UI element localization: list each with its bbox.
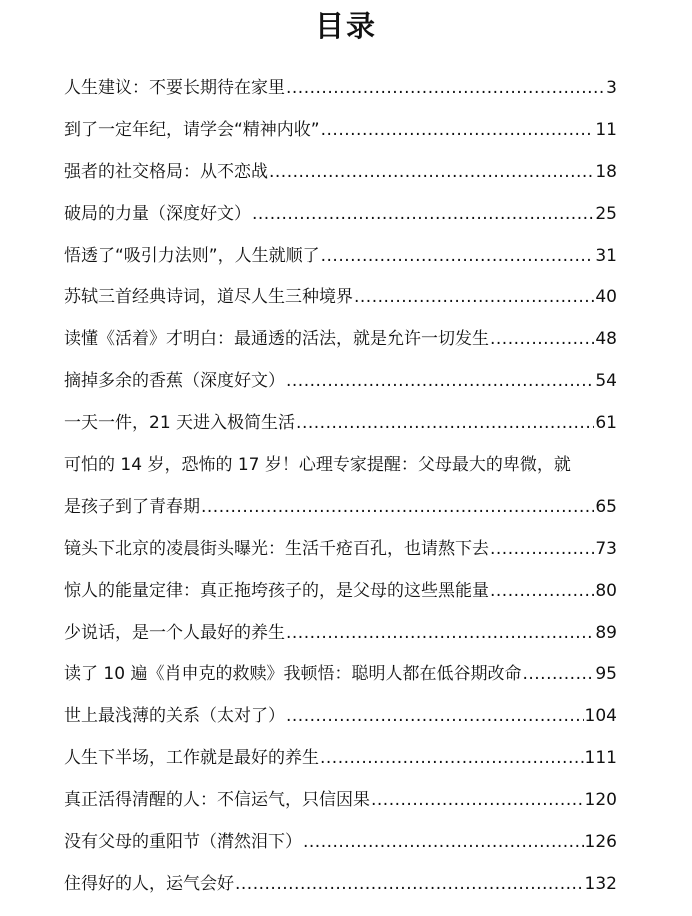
toc-entry[interactable] — [64, 162, 617, 204]
toc-entry[interactable] — [64, 748, 617, 790]
toc-page-number: 3 — [606, 78, 617, 98]
toc-dot-leader — [235, 874, 584, 894]
toc-dot-leader — [371, 790, 584, 810]
toc-page-number: 126 — [584, 832, 617, 853]
toc-entry-title: 人生建议：不要长期待在家里 — [64, 78, 285, 98]
toc-page-number: 54 — [595, 371, 617, 392]
toc-entry-title: 惊人的能量定律：真正拖垮孩子的，是父母的这些黑能量 — [64, 580, 489, 601]
toc-entry[interactable] — [64, 413, 617, 455]
toc-entry-title: 少说话，是一个人最好的养生 — [64, 622, 285, 643]
toc-entry-title-line1: 可怕的 14 岁，恐怖的 17 岁！心理专家提醒：父母最大的卑微，就 — [64, 455, 571, 476]
toc-dot-leader — [286, 706, 584, 726]
toc-page-number: 95 — [595, 664, 617, 685]
toc-dot-leader — [286, 78, 605, 98]
toc-page-number: 111 — [584, 748, 617, 769]
toc-dot-leader — [286, 371, 594, 391]
toc-page-number: 40 — [595, 287, 617, 308]
toc-dot-leader — [296, 413, 594, 433]
toc-entry-title: 强者的社交格局：从不恋战 — [64, 161, 268, 182]
toc-entry-title: 破局的力量（深度好文） — [64, 203, 251, 224]
toc-entry[interactable] — [64, 329, 617, 371]
toc-entry[interactable] — [64, 874, 617, 916]
toc-page-number: 89 — [595, 622, 617, 643]
toc-entry[interactable] — [64, 664, 617, 706]
toc-entry[interactable] — [64, 455, 617, 539]
toc-entry-line2 — [64, 497, 617, 539]
page-title: 目录 — [314, 9, 377, 43]
toc-entry-title: 读了 10 遍《肖申克的救赎》我顿悟：聪明人都在低谷期改命 — [64, 664, 522, 685]
toc-entry[interactable] — [64, 790, 617, 832]
toc-entry-title: 摘掉多余的香蕉（深度好文） — [64, 371, 285, 392]
toc-entry-title: 真正活得清醒的人：不信运气，只信因果 — [64, 790, 370, 811]
toc-entry[interactable] — [64, 78, 617, 120]
table-of-contents — [64, 78, 617, 916]
toc-dot-leader — [354, 287, 594, 307]
toc-page-number: 48 — [595, 329, 617, 350]
toc-entry[interactable] — [64, 246, 617, 288]
toc-dot-leader — [252, 204, 594, 224]
toc-page-number: 61 — [595, 413, 617, 434]
toc-entry[interactable] — [64, 371, 617, 413]
toc-dot-leader — [490, 581, 594, 601]
toc-entry-title: 一天一件，21 天进入极简生活 — [64, 413, 296, 434]
toc-entry[interactable] — [64, 706, 617, 748]
toc-dot-leader — [490, 329, 594, 349]
toc-entry[interactable] — [64, 581, 617, 623]
toc-page-number: 104 — [584, 706, 617, 727]
toc-page-number: 11 — [595, 119, 617, 140]
toc-dot-leader — [522, 664, 594, 684]
toc-dot-leader — [201, 497, 594, 517]
toc-entry[interactable] — [64, 623, 617, 665]
toc-dot-leader — [303, 832, 584, 852]
toc-entry-title: 住得好的人，运气会好 — [64, 873, 234, 894]
toc-page-number: 18 — [595, 161, 617, 182]
toc-dot-leader — [320, 748, 584, 768]
toc-entry-title: 苏轼三首经典诗词，道尽人生三种境界 — [64, 287, 353, 308]
toc-page-number: 73 — [595, 538, 617, 559]
toc-page-number: 31 — [595, 245, 617, 266]
toc-page-number: 65 — [595, 496, 617, 517]
toc-dot-leader — [490, 539, 594, 559]
toc-entry-title: 到了一定年纪，请学会“精神内收” — [64, 119, 320, 140]
toc-page-number: 132 — [584, 873, 617, 894]
toc-entry-title: 镜头下北京的凌晨街头曝光：生活千疮百孔，也请熬下去 — [64, 538, 489, 559]
toc-dot-leader — [321, 120, 595, 140]
toc-dot-leader — [321, 246, 595, 266]
toc-page-number: 120 — [584, 790, 617, 811]
toc-entry[interactable] — [64, 539, 617, 581]
toc-entry-title: 读懂《活着》才明白：最通透的活法，就是允许一切发生 — [64, 329, 489, 350]
toc-page-number: 80 — [595, 580, 617, 601]
toc-entry[interactable] — [64, 204, 617, 246]
toc-entry-title: 没有父母的重阳节（潸然泪下） — [64, 832, 302, 853]
toc-entry-title-line2: 是孩子到了青春期 — [64, 496, 200, 517]
toc-page-number: 25 — [595, 203, 617, 224]
toc-entry[interactable] — [64, 120, 617, 162]
toc-entry-title: 人生下半场，工作就是最好的养生 — [64, 748, 319, 769]
toc-entry[interactable] — [64, 287, 617, 329]
toc-entry[interactable] — [64, 832, 617, 874]
toc-dot-leader — [269, 162, 594, 182]
toc-dot-leader — [286, 623, 594, 643]
toc-entry-title: 世上最浅薄的关系（太对了） — [64, 706, 285, 727]
toc-entry-title: 悟透了“吸引力法则”，人生就顺了 — [64, 245, 320, 266]
